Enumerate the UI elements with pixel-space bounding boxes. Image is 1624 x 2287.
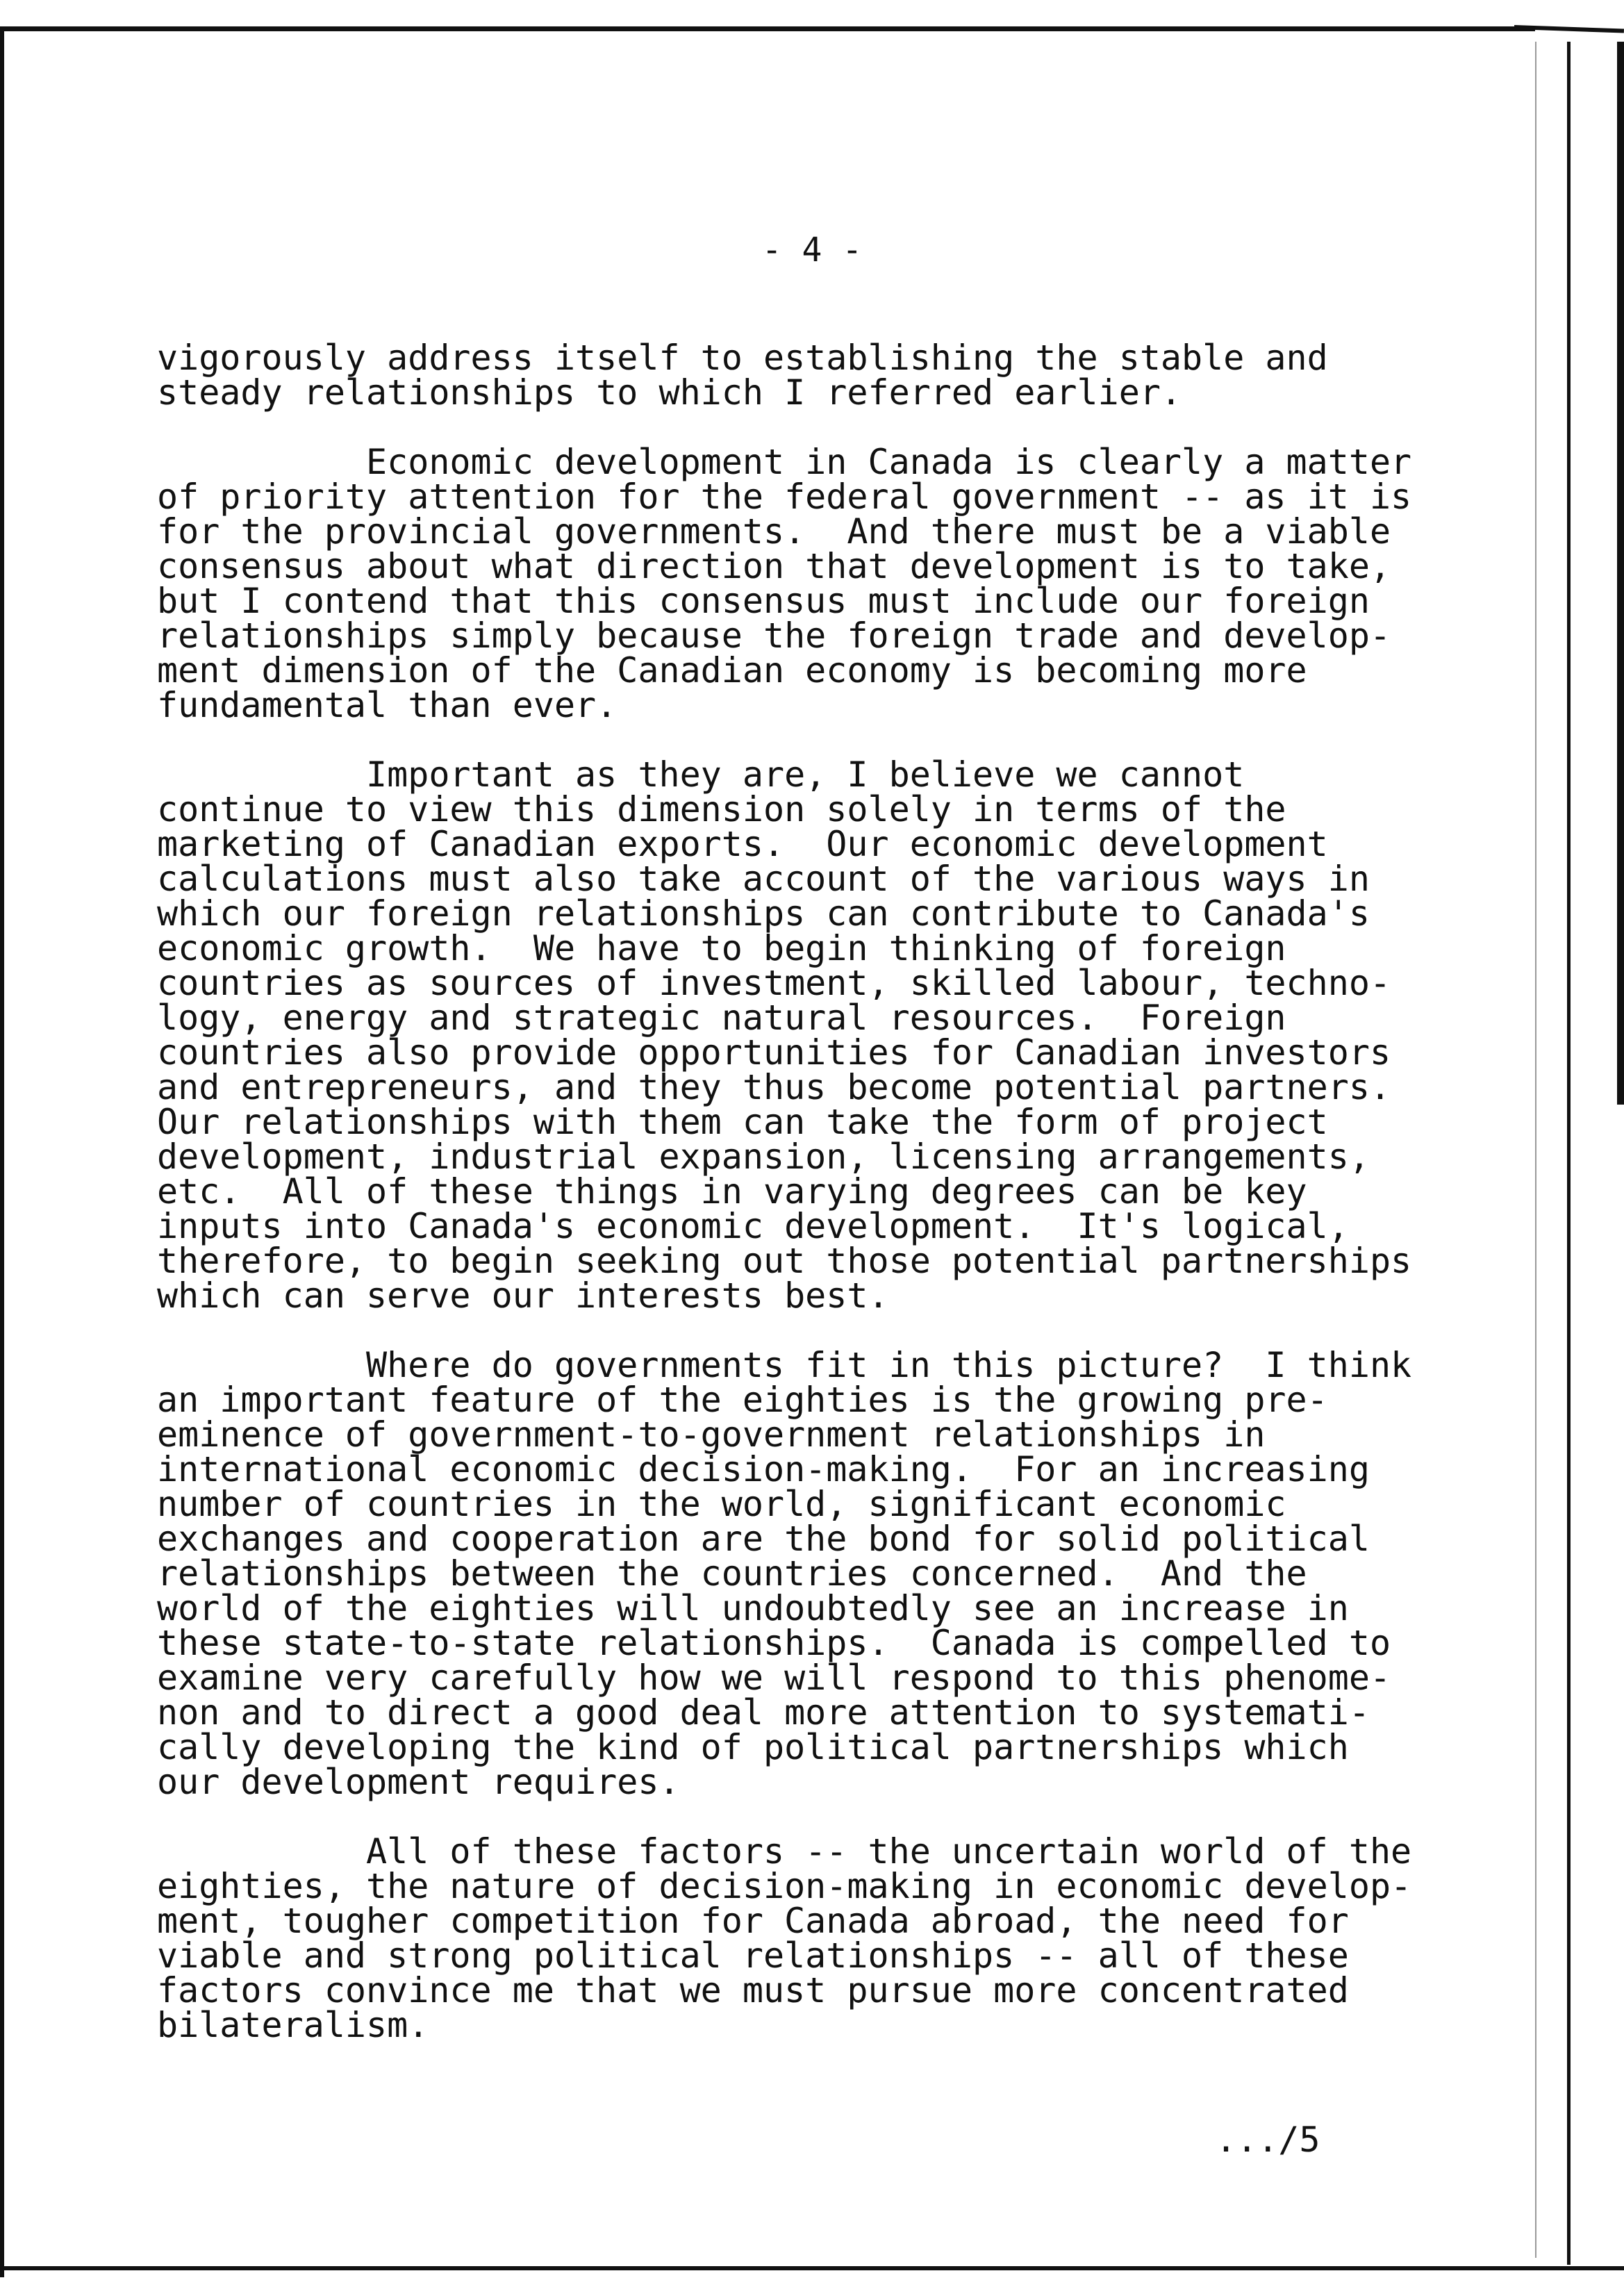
text-line: Our relationships with them can take the form of project	[157, 1102, 1328, 1142]
paragraph	[157, 338, 1477, 413]
text-line: for the provincial governments. And there must be a viable	[157, 511, 1391, 552]
text-line: an important feature of the eighties is the growing pre-	[157, 1380, 1328, 1420]
text-line: non and to direct a good deal more attention to systemati-	[157, 1692, 1370, 1733]
text-line: viable and strong political relationships -- all of these	[157, 1935, 1349, 1976]
text-line: inputs into Canada's economic development. It's logical,	[157, 1206, 1349, 1246]
text-line: our development requires.	[157, 1762, 680, 1802]
text-line: exchanges and cooperation are the bond for solid political	[157, 1519, 1370, 1559]
text-line: consensus about what direction that development is to take,	[157, 546, 1391, 586]
scan-edge-right	[1567, 42, 1571, 2265]
text-line: steady relationships to which I referred earlier.	[157, 372, 1182, 413]
text-line: vigorously address itself to establishing the stable and	[157, 338, 1328, 378]
text-line: ment dimension of the Canadian economy is becoming more	[157, 650, 1307, 691]
text-line: countries also provide opportunities for Canadian investors	[157, 1032, 1391, 1073]
text-line: All of these factors -- the uncertain world of the	[157, 1831, 1412, 1872]
text-line: number of countries in the world, significant economic	[157, 1484, 1286, 1524]
text-line: countries as sources of investment, skilled labour, techno-	[157, 963, 1391, 1003]
paragraph	[157, 442, 1477, 725]
text-line: which can serve our interests best.	[157, 1275, 889, 1316]
text-line: relationships between the countries concerned. And the	[157, 1553, 1307, 1594]
scan-edge-left	[0, 26, 4, 2277]
scan-edge-right-tab	[1617, 42, 1624, 1105]
text-line: and entrepreneurs, and they thus become potential partners.	[157, 1067, 1391, 1107]
text-line: which our foreign relationships can contribute to Canada's	[157, 893, 1370, 934]
text-line: cally developing the kind of political partnerships which	[157, 1727, 1349, 1767]
text-line: eminence of government-to-government relationships in	[157, 1414, 1266, 1455]
text-line: economic growth. We have to begin thinking of foreign	[157, 928, 1286, 968]
page-number: - 4 -	[761, 231, 863, 270]
paragraph	[157, 754, 1477, 1316]
text-line: Where do governments fit in this picture? I think	[157, 1345, 1412, 1385]
text-line: of priority attention for the federal government -- as it is	[157, 477, 1412, 517]
text-line: world of the eighties will undoubtedly see an increase in	[157, 1588, 1349, 1628]
text-line: factors convince me that we must pursue more concentrated	[157, 1970, 1349, 2011]
text-line: fundamental than ever.	[157, 685, 618, 725]
text-line: bilateralism.	[157, 2005, 429, 2045]
text-line: marketing of Canadian exports. Our economic development	[157, 824, 1328, 864]
scan-edge-bottom	[0, 2266, 1624, 2270]
text-line: development, industrial expansion, licensing arrangements,	[157, 1137, 1370, 1177]
text-line: logy, energy and strategic natural resources. Foreign	[157, 998, 1286, 1038]
text-line: relationships simply because the foreign trade and develop-	[157, 616, 1391, 656]
text-line: Important as they are, I believe we cannot	[157, 754, 1245, 795]
text-line: eighties, the nature of decision-making in economic develop-	[157, 1866, 1412, 1906]
body-text	[157, 340, 1477, 2077]
paragraph	[157, 1345, 1477, 1802]
text-line: etc. All of these things in varying degrees can be key	[157, 1171, 1307, 1212]
scan-edge-right-inner	[1535, 42, 1536, 2258]
scan-edge-top	[0, 26, 1535, 31]
text-line: examine very carefully how we will respond to this phenome-	[157, 1658, 1391, 1698]
text-line: calculations must also take account of the various ways in	[157, 859, 1370, 899]
text-line: but I contend that this consensus must include our foreign	[157, 581, 1370, 621]
text-line: ment, tougher competition for Canada abroad, the need for	[157, 1901, 1349, 1941]
continuation-marker: .../5	[1216, 2120, 1320, 2160]
text-line: continue to view this dimension solely in terms of the	[157, 789, 1286, 829]
text-line: these state-to-state relationships. Canada is compelled to	[157, 1623, 1391, 1663]
paragraph	[157, 1831, 1477, 2045]
scan-edge-top-right	[1514, 25, 1624, 33]
text-line: international economic decision-making. For an increasing	[157, 1449, 1370, 1489]
text-line: therefore, to begin seeking out those potential partnerships	[157, 1241, 1412, 1281]
text-line: Economic development in Canada is clearly a matter	[157, 442, 1412, 482]
